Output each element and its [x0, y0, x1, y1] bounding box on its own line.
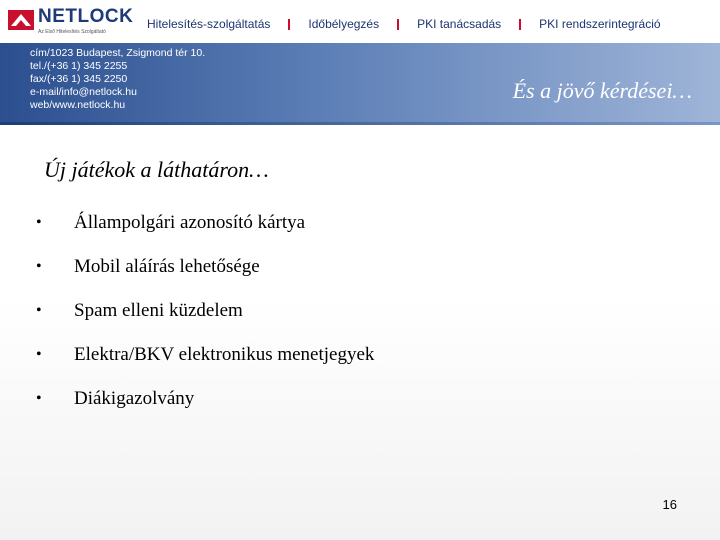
list-item-text: Spam elleni küzdelem [74, 300, 243, 321]
bullet-icon: • [36, 258, 42, 275]
nav-item-idobelyegzes[interactable]: Időbélyegzés [308, 17, 380, 31]
netlock-logo-icon [8, 10, 34, 30]
nav-item-pki-rendszerintegracio[interactable]: PKI rendszerintegráció [539, 17, 661, 31]
logo-wordmark: NETLOCK [38, 6, 134, 27]
main-nav [147, 14, 661, 34]
bullet-icon: • [36, 302, 42, 319]
header-title: És a jövő kérdései… [512, 78, 692, 103]
list-item-text: Elektra/BKV elektronikus menetjegyek [74, 344, 375, 365]
contact-address: cím/1023 Budapest, Zsigmond tér 10. [30, 47, 206, 59]
list-item-text: Állampolgári azonosító kártya [74, 212, 306, 233]
web-link[interactable]: www.netlock.hu [52, 99, 126, 111]
netlock-logo[interactable] [8, 6, 134, 38]
page-number: 16 [662, 497, 677, 512]
list-item-text: Diákigazolvány [74, 388, 195, 409]
bullet-icon: • [36, 214, 42, 231]
logo-tagline: Az Első Hitelesítés Szolgáltató [38, 29, 106, 35]
top-navigation-bar [0, 0, 720, 43]
bullet-icon: • [36, 390, 42, 407]
contact-email: e-mail/info@netlock.hu [30, 86, 137, 98]
bullet-icon: • [36, 346, 42, 363]
nav-item-hitelesites[interactable]: Hitelesítés-szolgáltatás [147, 17, 271, 31]
contact-fax: fax/(+36 1) 345 2250 [30, 73, 128, 85]
email-link[interactable]: info@netlock.hu [61, 86, 137, 98]
nav-item-pki-tanacsadas[interactable]: PKI tanácsadás [417, 17, 502, 31]
nav-separator [288, 19, 290, 30]
contact-info [30, 47, 205, 112]
contact-band [0, 43, 720, 125]
list-item-text: Mobil aláírás lehetősége [74, 256, 260, 277]
nav-separator [519, 19, 521, 30]
contact-web: web/www.netlock.hu [30, 99, 126, 111]
contact-phone: tel./(+36 1) 345 2255 [30, 60, 128, 72]
nav-separator [397, 19, 399, 30]
slide-title: Új játékok a láthatáron… [44, 157, 269, 182]
